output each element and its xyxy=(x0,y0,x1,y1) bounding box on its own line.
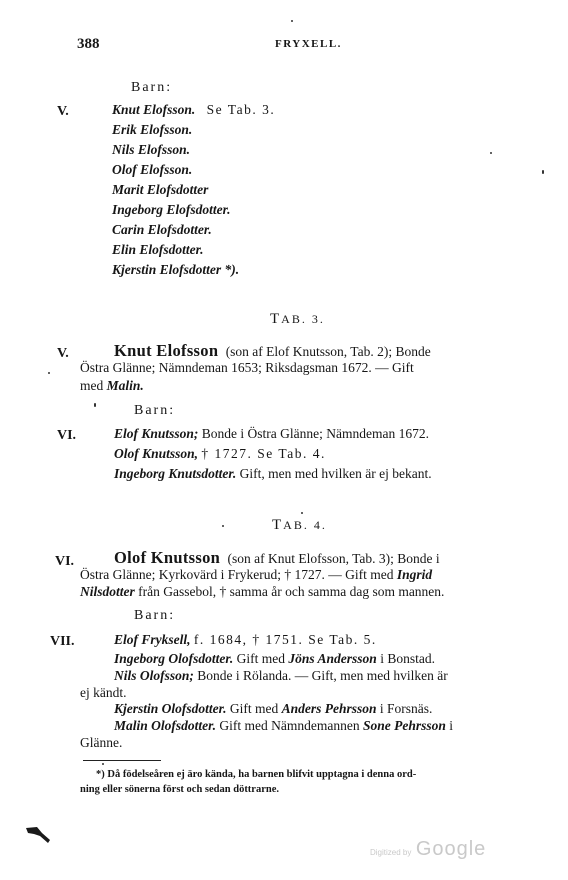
barn-label: Barn: xyxy=(134,608,176,623)
tab-4-entry-line: Nilsdotter från Gassebol, † samma år och samma dag som mannen. xyxy=(80,584,445,599)
page-number: 388 xyxy=(77,36,100,52)
barn-label: Barn: xyxy=(131,80,173,95)
speck xyxy=(222,525,224,527)
barn-label: Barn: xyxy=(134,403,176,418)
person-name: Olof Knutsson xyxy=(114,548,221,567)
list-item: Elof Knutsson; Bonde i Östra Glänne; Nämndeman 1672. xyxy=(114,426,429,441)
list-item: Erik Elofsson. xyxy=(112,122,193,137)
footnote-line: *) Då födelseåren ej äro kända, ha barnen blifvit upptagna i denna ord- xyxy=(96,769,417,780)
tab-3-entry-line: med Malin. xyxy=(80,378,144,393)
list-item: Kjerstin Elofsdotter *). xyxy=(112,262,240,277)
list-item: Elin Elofsdotter. xyxy=(112,242,204,257)
list-item: Nils Elofsson. xyxy=(112,142,191,157)
list-item-continuation: Glänne. xyxy=(80,735,123,750)
list-item: Ingeborg Elofsdotter. xyxy=(112,202,231,217)
generation-numeral: V. xyxy=(57,346,69,361)
list-item: Ingeborg Knutsdotter. Gift, men med hvilken är ej bekant. xyxy=(114,466,432,481)
list-item: Marit Elofsdotter xyxy=(112,182,209,197)
footnote-rule xyxy=(83,760,161,761)
digitized-watermark: Digitized by Google xyxy=(370,838,487,860)
list-item: Carin Elofsdotter. xyxy=(112,222,212,237)
list-item: Knut Elofsson. Se Tab. 3. xyxy=(112,102,276,117)
list-item: Ingeborg Olofsdotter. Gift med Jöns Andersson i Bonstad. xyxy=(114,651,435,666)
list-item: Malin Olofsdotter. Gift med Nämndemannen Sone Pehrsson i xyxy=(114,718,454,733)
person-name: Knut Elofsson xyxy=(114,341,219,360)
tab-4-heading: TAB. 4. xyxy=(272,517,327,533)
running-title: FRYXELL. xyxy=(275,38,342,50)
speck xyxy=(301,512,303,514)
tab-4-entry-line: Östra Glänne; Kyrkovärd i Frykerud; † 1727. — Gift med Ingrid xyxy=(80,567,433,582)
speck xyxy=(490,152,492,154)
generation-numeral: VI. xyxy=(57,428,77,443)
tab-3-entry-line: Östra Glänne; Nämndeman 1653; Riksdagsman 1672. — Gift xyxy=(80,360,414,375)
list-item: Kjerstin Olofsdotter. Gift med Anders Pehrsson i Forsnäs. xyxy=(114,701,433,716)
tab-4-entry-line: Olof Knutsson (son af Knut Elofsson, Tab. 3); Bonde i xyxy=(114,548,440,567)
speck xyxy=(291,20,293,22)
speck xyxy=(102,763,104,765)
speck xyxy=(94,403,96,407)
list-item-continuation: ej kändt. xyxy=(80,685,127,700)
list-item: Olof Elofsson. xyxy=(112,162,193,177)
tab-3-heading: TAB. 3. xyxy=(270,311,325,327)
speck xyxy=(48,372,50,374)
footnote-line: ning eller sönerna först och sedan döttrarne. xyxy=(80,784,280,795)
tab-3-entry-line: Knut Elofsson (son af Elof Knutsson, Tab. 2); Bonde xyxy=(114,341,431,360)
list-item: Nils Olofsson; Bonde i Rölanda. — Gift, men med hvilken är xyxy=(114,668,448,683)
generation-numeral: VI. xyxy=(55,554,75,569)
generation-numeral: VII. xyxy=(50,634,75,649)
speck xyxy=(542,170,544,174)
list-item: Olof Knutsson, † 1727. Se Tab. 4. xyxy=(114,446,326,461)
generation-numeral: V. xyxy=(57,104,69,119)
pointer-arrow-icon xyxy=(25,825,53,847)
list-item: Elof Fryksell, f. 1684, † 1751. Se Tab. 5. xyxy=(114,632,377,647)
